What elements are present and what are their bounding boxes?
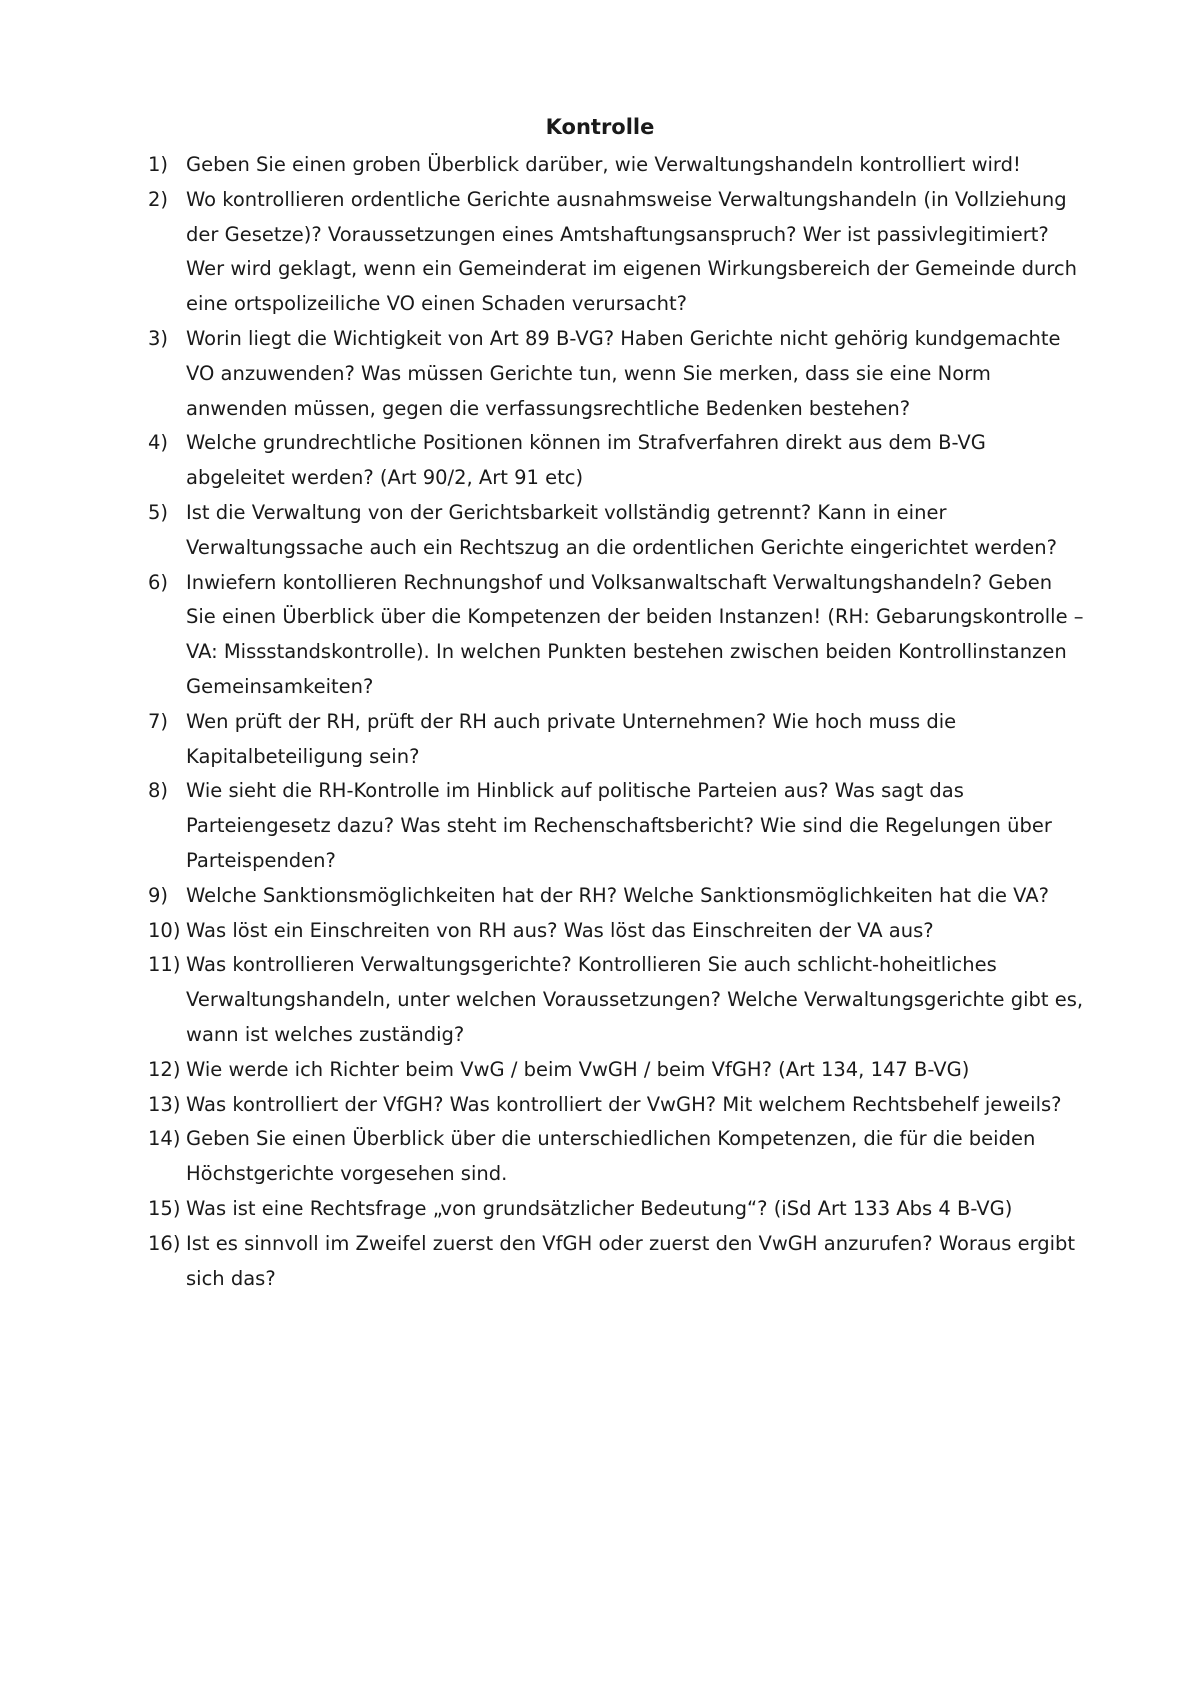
question-item bbox=[148, 183, 1088, 322]
question-item bbox=[148, 1227, 1088, 1297]
question-text: Wo kontrollieren ordentliche Gerichte ausnahmsweise Verwaltungshandeln (in Vollziehung der Gesetze)? Voraussetzungen eines Amtshaftungsanspruch? Wer ist passivlegitimiert? Wer wird geklagt, wenn ein Gemeinderat im eigenen Wirkungsbereich der Gemeinde durch eine ortspolizeiliche VO einen Schaden verursacht? bbox=[186, 187, 1077, 316]
question-item bbox=[148, 1088, 1088, 1123]
question-text: Worin liegt die Wichtigkeit von Art 89 B-VG? Haben Gerichte nicht gehörig kundgemachte VO anzuwenden? Was müssen Gerichte tun, wenn Sie merken, dass sie eine Norm anwenden müssen, gegen die verfassungsrechtliche Bedenken bestehen? bbox=[186, 326, 1061, 420]
question-text: Ist die Verwaltung von der Gerichtsbarkeit vollständig getrennt? Kann in einer Verwaltungssache auch ein Rechtszug an die ordentlichen Gerichte eingerichtet werden? bbox=[186, 500, 1057, 559]
question-item bbox=[148, 1053, 1088, 1088]
question-number: 4) bbox=[148, 431, 169, 455]
question-item bbox=[148, 914, 1088, 949]
question-item bbox=[148, 1122, 1088, 1192]
question-number: 1) bbox=[148, 153, 169, 176]
question-text: Was ist eine Rechtsfrage „von grundsätzlicher Bedeutung“? (iSd Art 133 Abs 4 B-VG) bbox=[186, 1196, 1013, 1220]
question-number: 13) bbox=[148, 1092, 181, 1116]
question-text: Welche Sanktionsmöglichkeiten hat der RH? Welche Sanktionsmöglichkeiten hat die VA? bbox=[186, 883, 1049, 907]
question-text: Wie sieht die RH-Kontrolle im Hinblick auf politische Parteien aus? Was sagt das Parteiengesetz dazu? Was steht im Rechenschaftsbericht? Wie sind die Regelungen über Parteispenden? bbox=[186, 779, 1052, 872]
question-text: Wen prüft der RH, prüft der RH auch private Unternehmen? Wie hoch muss die Kapitalbeteiligung sein? bbox=[186, 709, 957, 768]
question-number: 16) bbox=[148, 1231, 181, 1255]
question-item bbox=[148, 1192, 1088, 1227]
question-text: Wie werde ich Richter beim VwG / beim VwGH / beim VfGH? (Art 134, 147 B-VG) bbox=[186, 1057, 970, 1081]
question-number: 10) bbox=[148, 918, 181, 942]
question-item bbox=[148, 148, 1088, 183]
question-number: 15) bbox=[148, 1196, 181, 1220]
question-item bbox=[148, 322, 1088, 426]
question-text: Geben Sie einen Überblick über die unterschiedlichen Kompetenzen, die für die beiden Höchstgerichte vorgesehen sind. bbox=[186, 1127, 1036, 1186]
question-text: Welche grundrechtliche Positionen können im Strafverfahren direkt aus dem B-VG abgeleitet werden? (Art 90/2, Art 91 etc) bbox=[186, 431, 986, 490]
question-number: 8) bbox=[148, 779, 169, 803]
question-number: 11) bbox=[148, 953, 181, 977]
question-text: Was löst ein Einschreiten von RH aus? Was löst das Einschreiten der VA aus? bbox=[186, 918, 934, 942]
question-text: Geben Sie einen groben Überblick darüber, wie Verwaltungshandeln kontrolliert wird! bbox=[186, 153, 1021, 176]
question-text: Inwiefern kontollieren Rechnungshof und Volksanwaltschaft Verwaltungshandeln? Geben Sie einen Überblick über die Kompetenzen der beiden Instanzen! (RH: Gebarungskontrolle – VA: Missstandskontrolle). In welchen Punkten bestehen zwischen beiden Kontrollinstanzen Gemeinsamkeiten? bbox=[186, 570, 1084, 698]
question-number: 6) bbox=[148, 570, 169, 594]
question-text: Was kontrollieren Verwaltungsgerichte? Kontrollieren Sie auch schlicht-hoheitliches Verwaltungshandeln, unter welchen Voraussetzungen? Welche Verwaltungsgerichte gibt es, wann ist welches zuständig? bbox=[186, 953, 1084, 1046]
question-number: 7) bbox=[148, 709, 169, 733]
question-item bbox=[148, 496, 1088, 566]
question-number: 9) bbox=[148, 883, 169, 907]
page-title: Kontrolle bbox=[545, 115, 655, 139]
question-number: 3) bbox=[148, 326, 169, 350]
question-number: 14) bbox=[148, 1127, 181, 1151]
question-item bbox=[148, 705, 1088, 775]
question-item bbox=[148, 879, 1088, 914]
question-item bbox=[148, 566, 1088, 705]
question-item bbox=[148, 948, 1088, 1052]
question-item bbox=[148, 774, 1088, 878]
question-item bbox=[148, 426, 1088, 496]
question-text: Was kontrolliert der VfGH? Was kontrolliert der VwGH? Mit welchem Rechtsbehelf jeweils? bbox=[186, 1092, 1062, 1116]
question-list bbox=[148, 148, 1088, 1296]
question-number: 2) bbox=[148, 187, 169, 211]
question-text: Ist es sinnvoll im Zweifel zuerst den VfGH oder zuerst den VwGH anzurufen? Woraus ergibt sich das? bbox=[186, 1231, 1076, 1290]
question-number: 12) bbox=[148, 1057, 181, 1081]
question-number: 5) bbox=[148, 500, 169, 524]
